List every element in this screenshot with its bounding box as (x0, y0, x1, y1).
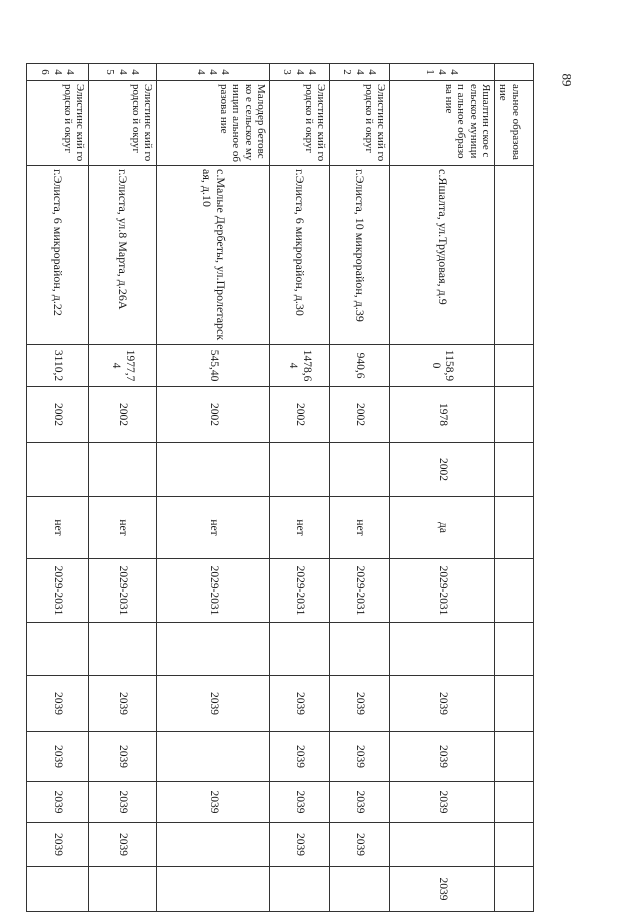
cell-year: 2039 (390, 782, 495, 823)
cell-number (390, 64, 495, 81)
cell-area: 940,6 (330, 345, 390, 387)
cell-address: г.Элиста, 6 микрорайон, д.30 (270, 166, 330, 345)
table-row (89, 64, 157, 912)
cell-number (495, 64, 534, 81)
cell-area: 3110,2 (27, 345, 89, 387)
cell-area (495, 345, 534, 387)
cell-address (495, 166, 534, 345)
cell-year-built: 2002 (157, 387, 270, 443)
table-row (390, 64, 495, 912)
cell-year (495, 782, 534, 823)
cell-address: г.Элиста, 6 микрорайон, д.22 (27, 166, 89, 345)
row-number-digit: 4 (436, 69, 449, 75)
cell-address: с.Малые Дербеты, ул.Пролетарская, д.10 (157, 166, 270, 345)
cell-address: с.Яшалта, ул.Трудовая, д.9 (390, 166, 495, 345)
page-number-text: 89 (559, 73, 574, 87)
cell-year: 2039 (330, 732, 390, 782)
cell-number (89, 64, 157, 81)
cell-year (157, 732, 270, 782)
cell-flag: нет (27, 497, 89, 559)
row-number-digit: 4 (51, 69, 64, 75)
cell-flag (495, 497, 534, 559)
cell-year-reconstruction (27, 443, 89, 497)
cell-municipality: альное образова ние (495, 81, 534, 166)
row-number-digit: 5 (104, 69, 117, 75)
row-number-digit: 1 (423, 69, 436, 75)
table-row (330, 64, 390, 912)
cell-period (495, 559, 534, 623)
cell-municipality: Элистинс кий городско й округ (330, 81, 390, 166)
cell-period: 2029-2031 (330, 559, 390, 623)
cell-period: 2029-2031 (157, 559, 270, 623)
cell-year: 2039 (27, 676, 89, 732)
cell-year: 2039 (27, 732, 89, 782)
cell-period: 2029-2031 (89, 559, 157, 623)
cell-year-built (495, 387, 534, 443)
cell-number (270, 64, 330, 81)
row-number-digit: 4 (365, 69, 378, 75)
cell-flag: нет (89, 497, 157, 559)
cell-year-built: 2002 (89, 387, 157, 443)
row-number-digit: 4 (293, 69, 306, 75)
housing-register-table (26, 63, 534, 912)
cell-year (495, 676, 534, 732)
cell-municipality: Яшалтин ское сельское муницип альное образова ние (390, 81, 495, 166)
cell-year: 2039 (330, 676, 390, 732)
cell-empty (157, 623, 270, 676)
page-number (557, 66, 575, 94)
cell-empty (390, 623, 495, 676)
cell-year-built: 2002 (270, 387, 330, 443)
cell-year (390, 823, 495, 867)
row-number-digit: 6 (39, 69, 52, 75)
cell-year: 2039 (89, 676, 157, 732)
cell-empty (330, 623, 390, 676)
row-number-digit: 4 (128, 69, 141, 75)
cell-year-reconstruction: 2002 (390, 443, 495, 497)
cell-year: 2039 (390, 732, 495, 782)
cell-empty (270, 623, 330, 676)
cell-year: 2039 (330, 782, 390, 823)
cell-year-reconstruction (330, 443, 390, 497)
cell-number (330, 64, 390, 81)
cell-address: г.Элиста, 10 микрорайон, д.39 (330, 166, 390, 345)
cell-year: 2039 (89, 823, 157, 867)
cell-year: 2039 (270, 823, 330, 867)
row-number-digit: 2 (341, 69, 354, 75)
table-row (270, 64, 330, 912)
cell-year-built: 1978 (390, 387, 495, 443)
cell-year: 2039 (390, 867, 495, 912)
row-number-digit: 4 (353, 69, 366, 75)
cell-year: 2039 (270, 732, 330, 782)
cell-year (157, 823, 270, 867)
row-number-digit: 4 (305, 69, 318, 75)
cell-year: 2039 (157, 676, 270, 732)
cell-year (495, 732, 534, 782)
cell-year-built: 2002 (330, 387, 390, 443)
cell-year-reconstruction (270, 443, 330, 497)
table-body (27, 64, 534, 912)
cell-flag: нет (157, 497, 270, 559)
cell-year: 2039 (390, 676, 495, 732)
cell-year: 2039 (270, 782, 330, 823)
cell-period: 2029-2031 (390, 559, 495, 623)
table-row-continuation (495, 64, 534, 912)
cell-number (157, 64, 270, 81)
cell-flag: нет (270, 497, 330, 559)
cell-flag: да (390, 497, 495, 559)
cell-address: г.Элиста, ул.8 Марта, д.26А (89, 166, 157, 345)
cell-area: 1478,64 (270, 345, 330, 387)
cell-year: 2039 (157, 782, 270, 823)
cell-empty (495, 623, 534, 676)
cell-area: 545,40 (157, 345, 270, 387)
cell-period: 2029-2031 (27, 559, 89, 623)
cell-year: 2039 (270, 676, 330, 732)
cell-number (27, 64, 89, 81)
row-number-digit: 4 (219, 69, 232, 75)
cell-empty (27, 623, 89, 676)
cell-year: 2039 (89, 732, 157, 782)
cell-flag: нет (330, 497, 390, 559)
cell-year: 2039 (27, 782, 89, 823)
cell-year: 2039 (89, 782, 157, 823)
cell-year: 2039 (27, 823, 89, 867)
cell-year: 2039 (330, 823, 390, 867)
cell-area: 1977,74 (89, 345, 157, 387)
cell-year-reconstruction (89, 443, 157, 497)
row-number-digit: 4 (207, 69, 220, 75)
row-number-digit: 3 (281, 69, 294, 75)
cell-municipality: Элистинс кий городско й округ (89, 81, 157, 166)
row-number-digit: 4 (116, 69, 129, 75)
cell-year-built: 2002 (27, 387, 89, 443)
cell-period: 2029-2031 (270, 559, 330, 623)
cell-municipality: Элистинс кий городско й округ (270, 81, 330, 166)
table-row (27, 64, 89, 912)
cell-area: 1158,90 (390, 345, 495, 387)
cell-municipality: Малодер бетовско е сельское муницип альное образова ние (157, 81, 270, 166)
cell-year-reconstruction (157, 443, 270, 497)
row-number-digit: 4 (194, 69, 207, 75)
row-number-digit: 4 (63, 69, 76, 75)
cell-year-reconstruction (495, 443, 534, 497)
table-row (157, 64, 270, 912)
row-number-digit: 4 (448, 69, 461, 75)
cell-empty (89, 623, 157, 676)
rotated-table-wrapper (28, 63, 534, 901)
cell-year (495, 823, 534, 867)
cell-municipality: Элистинс кий городско й округ (27, 81, 89, 166)
rotated-table-frame (28, 63, 534, 901)
